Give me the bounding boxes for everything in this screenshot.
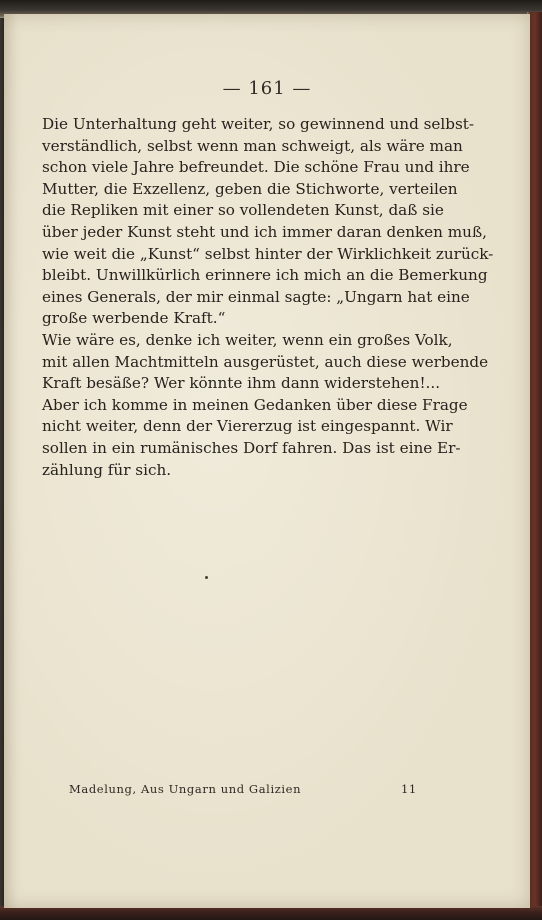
text-line: schon viele Jahre befreundet. Die schöne Frau und ihre: [42, 158, 470, 177]
sheet-number: 11: [401, 782, 417, 796]
text-line: wie weit die „Kunst“ selbst hinter der Wirklichkeit zurück-: [42, 244, 494, 263]
text-line: Aber ich komme in meinen Gedanken über diese Frage: [42, 395, 468, 414]
text-line: verständlich, selbst wenn man schweigt, als wäre man: [42, 136, 463, 155]
paragraph: [42, 395, 468, 481]
signature-mark: Madelung, Aus Ungarn und Galizien: [69, 782, 302, 796]
text-line: Mutter, die Exzellenz, geben die Stichworte, verteilen: [42, 179, 458, 198]
text-line: bleibt. Unwillkürlich erinnere ich mich an die Bemerkung: [42, 266, 488, 285]
text-line: Kraft besäße? Wer könnte ihm dann widerstehen!...: [42, 374, 441, 393]
body-text: [42, 114, 494, 481]
paragraph: [42, 330, 489, 395]
page-number: — 161 —: [222, 78, 312, 99]
text-line: Die Unterhaltung geht weiter, so gewinnend und selbst-: [42, 115, 475, 133]
text-line: über jeder Kunst steht und ich immer daran denken muß,: [42, 222, 487, 241]
text-line: eines Generals, der mir einmal sagte: „Ungarn hat eine: [42, 287, 470, 306]
text-line: zählung für sich.: [42, 460, 172, 479]
text-line: sollen in ein rumänisches Dorf fahren. Das ist eine Er-: [42, 438, 461, 457]
book-bottom-edge: [0, 906, 542, 920]
text-line: die Repliken mit einer so vollendeten Kunst, daß sie: [42, 201, 444, 220]
text-line: mit allen Machtmitteln ausgerüstet, auch diese werbende: [42, 352, 489, 371]
text-line: nicht weiter, denn der Viererzug ist eingespannt. Wir: [42, 417, 453, 436]
paragraph: [42, 114, 494, 330]
book-page: [4, 14, 530, 908]
text-line: Wie wäre es, denke ich weiter, wenn ein großes Volk,: [42, 330, 453, 349]
text-line: große werbende Kraft.“: [42, 309, 226, 328]
ink-speck: [205, 576, 208, 579]
